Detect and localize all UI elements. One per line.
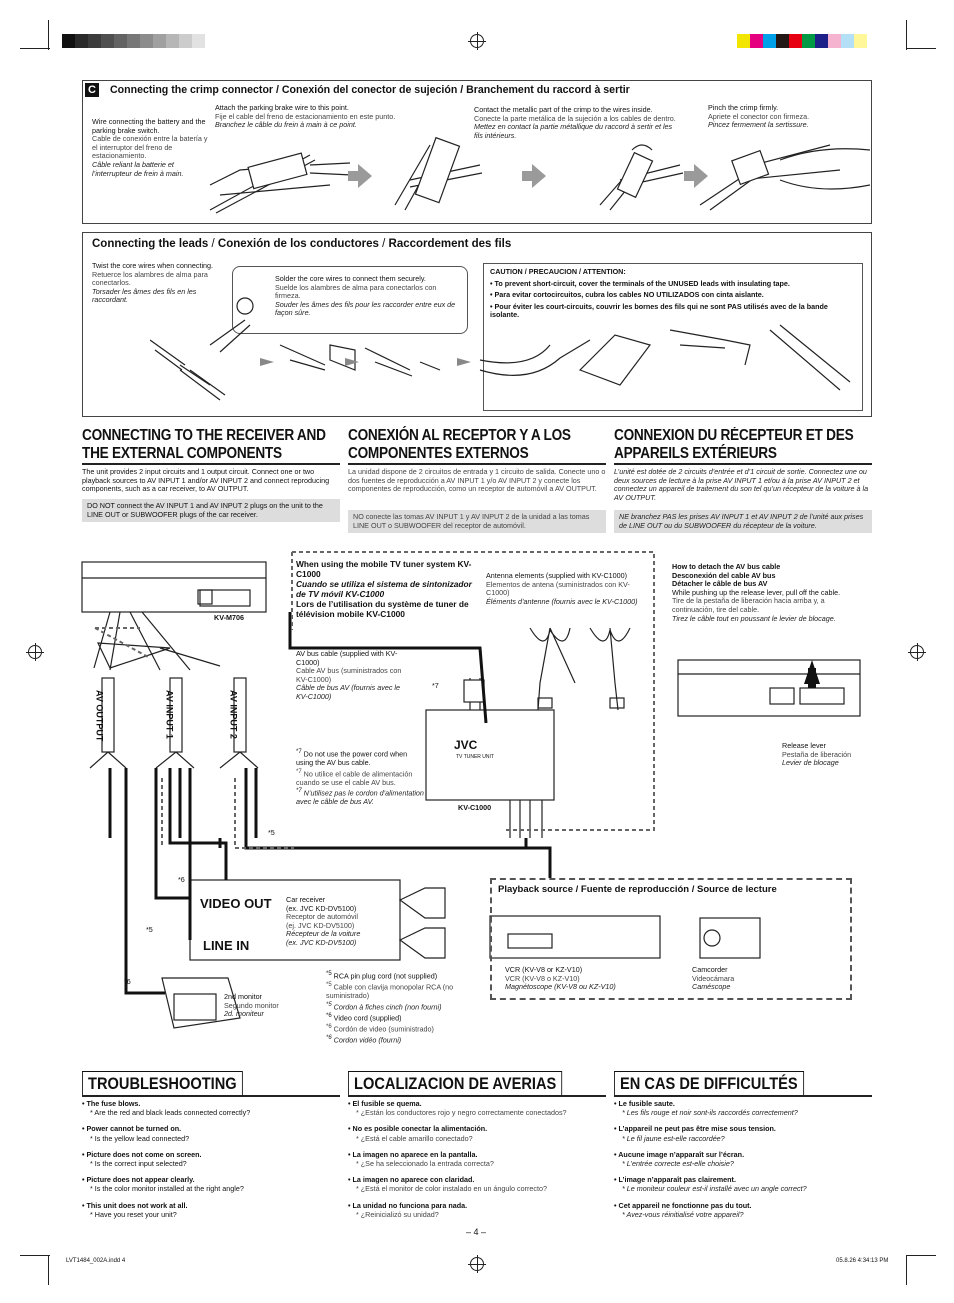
arrow-icon [694, 164, 708, 188]
crop-mark [48, 1255, 49, 1285]
troubleshooting-item: • This unit does not work at all. * Have you reset your unit? [82, 1200, 188, 1219]
twist-instruction: Twist the core wires when connecting. Retuerce los alambres de alma para conectarlos. Torsader les âmes des fils en les raccordant. [92, 261, 214, 305]
video-out-label: VIDEO OUT [200, 896, 272, 911]
star6-mark: *6 [178, 875, 185, 884]
troubleshooting-list-fr [614, 1099, 872, 1226]
cord-note: $^{*5}$ Cordon à fiches cinch (non fourni) [326, 1001, 442, 1011]
tv-tuner-label: TV TUNER UNIT [456, 754, 494, 760]
section-heading-fr: CONNEXION DU RÉCEPTEUR ET DES APPAREILS EXTÉRIEURS [614, 427, 854, 462]
troubleshooting-title-en: TROUBLESHOOTING [82, 1071, 243, 1097]
footer-file: LVT1484_002A.indd 4 [66, 1258, 126, 1264]
troubleshooting-item: • No es posible conectar la alimentación. * ¿Está el cable amarillo conectado? [348, 1124, 488, 1143]
color-swatch [101, 34, 114, 48]
av-bus-label: AV bus cable (supplied with KV-C1000) Cable AV bus (suministrados con KV-C1000) Câble de bus AV (fournis avec le KV-C1000) [296, 649, 402, 701]
arrow-icon [532, 164, 546, 188]
release-lever-label: Release lever Pestaña de liberación Levier de blocage [782, 741, 852, 768]
cmy-color-bar [737, 34, 867, 48]
kv-c1000-label: KV-C1000 [458, 803, 492, 812]
color-swatch [854, 34, 867, 48]
solder-callout: Solder the core wires to connect them securely. Suelde los alambres de alma para conectarlos con firmeza. Souder les âmes des fils pour les raccorder entre eux de façon sûre. [232, 266, 468, 334]
cord-note: $^{*6}$ Cordón de video (suministrado) [326, 1023, 434, 1033]
troubleshooting-item: • Power cannot be turned on. * Is the yellow lead connected? [82, 1124, 190, 1143]
troubleshooting-item: • Cet appareil ne fonctionne pas du tout. * Avez-vous réinitialisé votre appareil? [614, 1200, 752, 1219]
color-swatch [802, 34, 815, 48]
troubleshooting-item: • L’image n’apparaît pas clairement. * Le moniteur couleur est-il installé avec un angle correct? [614, 1175, 807, 1194]
crop-mark [48, 20, 49, 50]
troubleshooting-item: • Picture does not appear clearly. * Is the color monitor installed at the right angle? [82, 1175, 244, 1194]
troubleshooting-item: • La imagen no aparece en la pantalla. * ¿Se ha seleccionado la entrada correcta? [348, 1149, 494, 1169]
troubleshooting-rule [82, 1095, 340, 1097]
troubleshooting-list-es [348, 1099, 606, 1226]
star5-mark: *5 [146, 925, 153, 934]
color-swatch [841, 34, 854, 48]
detach-text: How to detach the AV bus cable Desconexión del cable AV bus Détacher le câble de bus AV While pushing up the release lever, pull off the cable. Tire de la pestaña de liberación hacia arriba y, a continuación, tire del cable. Tirez le câble tout en poussant le levier de blocage. [672, 562, 841, 623]
registration-mark-right [910, 645, 924, 659]
footer-date: 05.8.26 4:34:13 PM [836, 1258, 889, 1264]
crop-mark [906, 48, 936, 49]
section-body-es: La unidad dispone de 2 circuitos de entrada y 1 circuito de salida. Conecte uno o dos fuentes de reproducción a AV INPUT 1 y/o AV INPUT 2 y conecte los componentes de reproducción, como un receptor de automóvil a AV OUTPUT. [348, 467, 606, 494]
section-body-fr: L’unité est dotée de 2 circuits d’entrée et d’1 circuit de sortie. Connectez une ou deux sources de lecture à la prise AV INPUT 1 et/ou à la prise AV INPUT 2 et connectez un appareil de traitement du son tel qu’un récepteur de la voiture à la AV OUTPUT. [614, 467, 869, 502]
arrow-icon [358, 164, 372, 188]
color-swatch [192, 34, 205, 48]
heading-rule [82, 463, 340, 465]
crimp-step1: Wire connecting the battery and the parking brake switch. Cable de conexión entre la batería y el interruptor del freno de estacionamiento. Câble reliant la batterie et l’interrupteur de frein à main. [92, 117, 208, 178]
section-body-en: The unit provides 2 input circuits and 1 output circuit. Connect one or two playback sources to AV INPUT 1 and/or AV INPUT 2 and connect reproducing components, such as a car receiver, to AV OUTPUT. [82, 467, 330, 494]
troubleshooting-item: • El fusible se quema. * ¿Están los conductores rojo y negro correctamente conectados? [348, 1099, 567, 1118]
av-input1-label: AV INPUT 1 [164, 690, 175, 739]
crop-mark [906, 1255, 936, 1256]
color-swatch [763, 34, 776, 48]
troubleshooting-title-es: LOCALIZACION DE AVERIAS [348, 1071, 562, 1097]
section-note-fr: NE branchez PAS les prises AV INPUT 1 et AV INPUT 2 de l’unité aux prises de LINE OUT ou du SUBWOOFER du récepteur de la voiture. [614, 510, 872, 533]
color-swatch [179, 34, 192, 48]
color-swatch [789, 34, 802, 48]
color-swatch [88, 34, 101, 48]
camcorder-label: Camcorder Videocámara Caméscope [692, 965, 735, 992]
color-swatch [776, 34, 789, 48]
crimp-step4: Pinch the crimp firmly. Apriete el conector con firmeza. Pincez fermement la sertissure. [708, 103, 810, 130]
registration-mark-top [470, 34, 484, 48]
vcr-label: VCR (KV-V8 or KZ-V10) VCR (KV-V8 o KZ-V10) Magnétoscope (KV-V8 ou KZ-V10) [505, 965, 616, 992]
crop-mark [20, 48, 50, 49]
registration-mark-bottom [470, 1257, 484, 1271]
section-note-es: NO conecte las tomas AV INPUT 1 y AV INPUT 2 de la unidad a las tomas LINE OUT o SUBWOOFER del receptor de automóvil. [348, 510, 606, 533]
section-note-en: DO NOT connect the AV INPUT 1 and AV INPUT 2 plugs on the unit to the LINE OUT or SUBWOOFER plugs of the car receiver. [82, 499, 340, 522]
troubleshooting-title-fr: EN CAS DE DIFFICULTÉS [614, 1071, 804, 1097]
color-swatch [62, 34, 75, 48]
monitor-label: 2nd monitor Segundo monitor 2d. moniteur [224, 992, 279, 1019]
color-swatch [737, 34, 750, 48]
cord-notes [326, 970, 486, 1045]
leads-illustrations [150, 290, 880, 410]
color-swatch [75, 34, 88, 48]
cord-note: $^{*5}$ RCA pin plug cord (not supplied) [326, 971, 438, 981]
color-swatch [140, 34, 153, 48]
antenna-label: Antenna elements (supplied with KV-C1000) Elementos de antena (suministrados con KV-C1000) Éléments d’antenne (fournis avec le KV-C1000) [486, 571, 638, 606]
registration-mark-left [28, 645, 42, 659]
crop-mark [906, 20, 907, 50]
leads-title: Connecting the leads / Conexión de los conductores / Raccordement des fils [92, 238, 512, 250]
crop-mark [906, 1255, 907, 1285]
kv-m706-label: KV-M706 [214, 613, 244, 622]
troubleshooting-item: • Le fusible saute. * Les fils rouge et noir sont-ils raccordés correctement? [614, 1099, 798, 1118]
note7-text: $^{*7}$ Do not use the power cord when using the AV bus cable. $^{*7}$ No utilice el cable de alimentación cuando se use el cable AV bus. $^{*7}$ N’utilisez pas le cordon d’alimentation avec le câble de bus AV. [296, 749, 424, 807]
crop-mark [20, 1255, 50, 1256]
car-receiver-label: Car receiver (ex. JVC KD-DV5100) Receptor de automóvil (ej. JVC KD-DV5100) Récepteur de la voiture (ex. JVC KD-DV5100) [286, 895, 361, 947]
line-in-label: LINE IN [203, 938, 250, 953]
playback-source-title: Playback source / Fuente de reproducción / Source de lecture [498, 884, 777, 895]
crimp-badge: C [85, 83, 99, 97]
troubleshooting-item: • La unidad no funciona para nada. * ¿Reinicializó su unidad? [348, 1200, 468, 1219]
troubleshooting-item: • The fuse blows. * Are the red and black leads connected correctly? [82, 1099, 251, 1118]
gray-color-bar [62, 34, 205, 48]
color-swatch [127, 34, 140, 48]
troubleshooting-rule [614, 1095, 872, 1097]
troubleshooting-item: • L’appareil ne peut pas être mise sous tension. * Le fil jaune est-elle raccordée? [614, 1124, 776, 1143]
troubleshooting-item: • Picture does not come on screen. * Is the correct input selected? [82, 1149, 202, 1169]
heading-rule [348, 463, 606, 465]
star6-mark: *6 [124, 977, 131, 986]
crimp-step2: Attach the parking brake wire to this point. Fije el cable del freno de estacionamiento en este punto. Branchez le câble du frein à main à ce point. [215, 103, 396, 130]
color-swatch [815, 34, 828, 48]
av-output-label: AV OUTPUT [94, 690, 105, 742]
color-swatch [166, 34, 179, 48]
heading-rule [614, 463, 872, 465]
troubleshooting-item: • La imagen no aparece con claridad. * ¿Está el monitor de color instalado en un ángulo correcto? [348, 1175, 547, 1194]
color-swatch [153, 34, 166, 48]
tuner-heading: When using the mobile TV tuner system KV-C1000 Cuando se utiliza el sistema de sintonizador de TV móvil KV-C1000 Lors de l’utilisation du système de tuner de télévision mobile KV-C1000 [296, 559, 472, 619]
star7-mark: *7 [432, 681, 439, 690]
troubleshooting-list-en [82, 1099, 340, 1226]
cord-note: $^{*6}$ Cordon vidéo (fourni) [326, 1034, 402, 1044]
color-swatch [828, 34, 841, 48]
cord-note: $^{*5}$ Cable con clavija monopolar RCA (no suministrado) [326, 981, 454, 1000]
star5-mark: *5 [268, 828, 275, 837]
cord-note: $^{*6}$ Video cord (supplied) [326, 1012, 402, 1022]
section-heading-es: CONEXIÓN AL RECEPTOR Y A LOS COMPONENTES EXTERNOS [348, 427, 571, 462]
color-swatch [750, 34, 763, 48]
color-swatch [114, 34, 127, 48]
caution-box: CAUTION / PRECAUCION / ATTENTION: • To prevent short-circuit, cover the terminals of the UNUSED leads with insulating tape. • Para evitar cortocircuitos, cubra los cables NO UTILIZADOS con cinta aislante. • Pour éviter les court-circuits, couvrir les bornes des fils qui ne sont PAS utilisés avec de la bande isolante. [483, 263, 863, 411]
av-input2-label: AV INPUT 2 [228, 690, 239, 739]
crimp-title: Connecting the crimp connector / Conexión del conector de sujeción / Branchement du raccord à sertir [110, 84, 630, 96]
troubleshooting-item: • Aucune image n’apparaît sur l’écran. * L’entrée correcte est-elle choisie? [614, 1149, 745, 1169]
page-number: – 4 – [466, 1227, 487, 1237]
troubleshooting-rule [348, 1095, 606, 1097]
section-heading-en: CONNECTING TO THE RECEIVER AND THE EXTERNAL COMPONENTS [82, 427, 326, 462]
jvc-logo: JVC [454, 738, 478, 752]
crimp-step3: Contact the metallic part of the crimp to the wires inside. Conecte la parte metálica de la sujeción a los cables de dentro. Mettez en contact la partie métallique du raccord à sertir et les fils intérieurs. [474, 105, 676, 140]
